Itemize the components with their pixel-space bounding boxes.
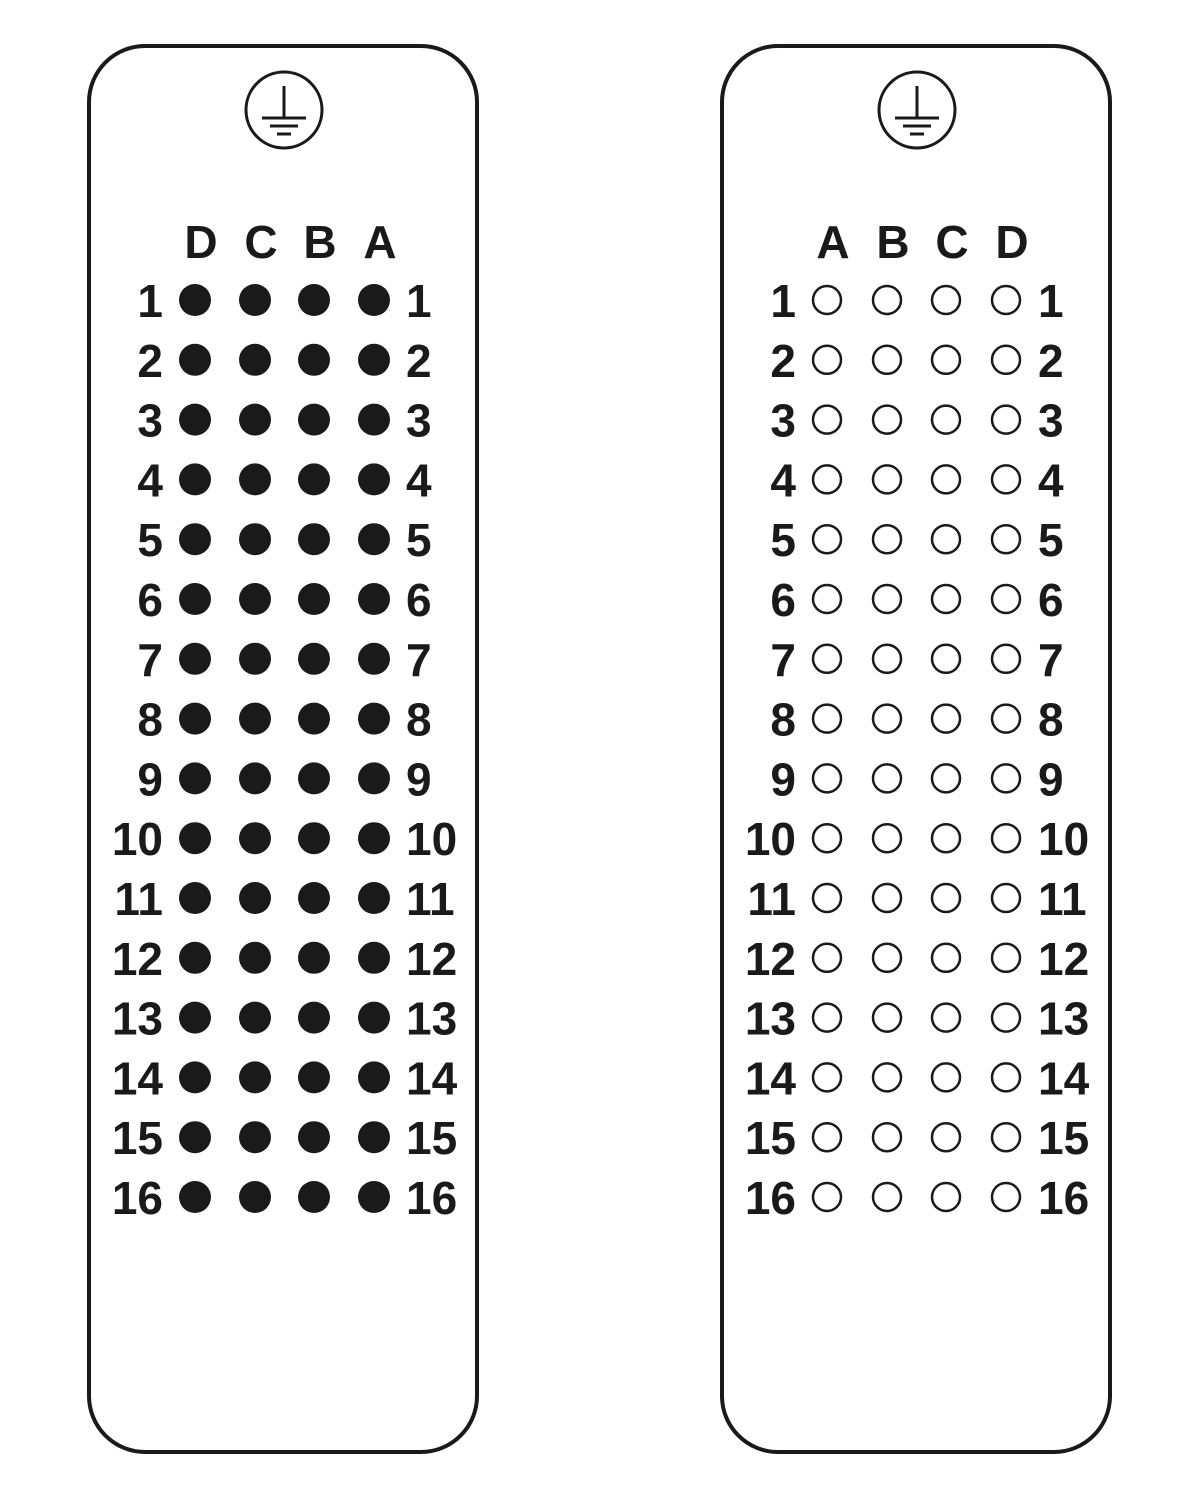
pin-b7 [298, 643, 330, 675]
socket-d6 [992, 585, 1020, 613]
socket-c1 [932, 286, 960, 314]
socket-a1 [813, 286, 841, 314]
row-label-right: 12 [1038, 932, 1090, 985]
row-label-right: 6 [406, 574, 432, 626]
pin-c10 [239, 822, 271, 854]
pin-b8 [298, 703, 330, 735]
socket-a8 [813, 705, 841, 733]
row-label-right: 3 [406, 394, 432, 447]
pin-d4 [179, 463, 211, 495]
socket-a10 [813, 824, 841, 852]
socket-c12 [932, 944, 960, 972]
row-label-left: 7 [770, 633, 796, 686]
female-connector-panel [722, 46, 1110, 1452]
row-label-right: 6 [1038, 574, 1064, 626]
socket-c16 [932, 1183, 960, 1211]
pin-d3 [179, 404, 211, 436]
pin-c14 [239, 1061, 271, 1093]
connector-outline [89, 46, 477, 1452]
pin-c2 [239, 344, 271, 376]
row-label-left: 5 [770, 514, 796, 567]
pin-a3 [358, 404, 390, 436]
socket-b13 [873, 1004, 901, 1032]
pin-b14 [298, 1061, 330, 1093]
socket-d15 [992, 1123, 1020, 1151]
socket-c13 [932, 1004, 960, 1032]
row-label-right: 16 [1038, 1172, 1090, 1224]
row-label-right: 15 [406, 1112, 458, 1165]
row-label-left: 8 [137, 693, 163, 746]
socket-d5 [992, 525, 1020, 553]
socket-b4 [873, 465, 901, 493]
pin-b16 [298, 1181, 330, 1213]
row-label-left: 9 [137, 753, 163, 806]
row-label-right: 4 [1038, 454, 1064, 507]
column-label-d: D [995, 216, 1029, 268]
socket-b2 [873, 346, 901, 374]
pin-a1 [358, 284, 390, 316]
pin-b12 [298, 942, 330, 974]
socket-c9 [932, 764, 960, 792]
column-label-c: C [244, 216, 278, 268]
socket-c6 [932, 585, 960, 613]
row-label-left: 2 [770, 334, 796, 387]
socket-a4 [813, 465, 841, 493]
pin-c5 [239, 523, 271, 555]
socket-a15 [813, 1123, 841, 1151]
row-label-right: 8 [406, 693, 432, 746]
socket-a14 [813, 1063, 841, 1091]
socket-a7 [813, 645, 841, 673]
pin-d14 [179, 1061, 211, 1093]
row-label-right: 3 [1038, 394, 1064, 447]
row-label-left: 8 [770, 693, 796, 746]
socket-b16 [873, 1183, 901, 1211]
row-label-right: 7 [1038, 633, 1064, 686]
pin-d10 [179, 822, 211, 854]
pin-a10 [358, 822, 390, 854]
row-label-right: 11 [1038, 873, 1087, 925]
connector-outline [722, 46, 1110, 1452]
socket-d13 [992, 1004, 1020, 1032]
row-label-left: 15 [111, 1112, 163, 1165]
pin-a13 [358, 1002, 390, 1034]
row-label-left: 11 [747, 873, 796, 925]
socket-d4 [992, 465, 1020, 493]
pin-d6 [179, 583, 211, 615]
socket-d14 [992, 1063, 1020, 1091]
socket-d8 [992, 705, 1020, 733]
pin-a14 [358, 1061, 390, 1093]
row-label-right: 7 [406, 633, 432, 686]
pin-b1 [298, 284, 330, 316]
row-label-left: 6 [770, 574, 796, 626]
socket-a16 [813, 1183, 841, 1211]
pin-c1 [239, 284, 271, 316]
row-label-right: 9 [406, 753, 432, 806]
row-label-left: 1 [137, 275, 163, 327]
socket-b12 [873, 944, 901, 972]
row-label-left: 3 [137, 394, 163, 447]
column-label-b: B [876, 216, 910, 268]
row-label-left: 2 [137, 334, 163, 387]
socket-b11 [873, 884, 901, 912]
pin-a6 [358, 583, 390, 615]
pin-d8 [179, 703, 211, 735]
socket-a6 [813, 585, 841, 613]
pin-c15 [239, 1121, 271, 1153]
pin-c3 [239, 404, 271, 436]
socket-d3 [992, 406, 1020, 434]
socket-a3 [813, 406, 841, 434]
socket-c3 [932, 406, 960, 434]
pin-a16 [358, 1181, 390, 1213]
pin-d15 [179, 1121, 211, 1153]
pin-d2 [179, 344, 211, 376]
socket-b7 [873, 645, 901, 673]
row-label-right: 4 [406, 454, 432, 507]
pin-c4 [239, 463, 271, 495]
row-label-right: 12 [406, 932, 458, 985]
row-label-left: 4 [770, 454, 796, 507]
socket-c15 [932, 1123, 960, 1151]
socket-b14 [873, 1063, 901, 1091]
row-label-right: 14 [1038, 1052, 1090, 1105]
pin-b9 [298, 762, 330, 794]
socket-b15 [873, 1123, 901, 1151]
row-label-left: 6 [137, 574, 163, 626]
row-label-right: 15 [1038, 1112, 1090, 1165]
pin-b3 [298, 404, 330, 436]
pin-c7 [239, 643, 271, 675]
row-label-left: 10 [111, 813, 163, 866]
pin-d11 [179, 882, 211, 914]
column-label-a: A [363, 216, 397, 268]
pin-c8 [239, 703, 271, 735]
row-label-left: 10 [744, 813, 796, 866]
pin-a9 [358, 762, 390, 794]
socket-a11 [813, 884, 841, 912]
row-label-left: 13 [744, 992, 796, 1045]
socket-b9 [873, 764, 901, 792]
row-label-right: 2 [1038, 334, 1064, 387]
pin-a4 [358, 463, 390, 495]
socket-d9 [992, 764, 1020, 792]
socket-b10 [873, 824, 901, 852]
socket-b5 [873, 525, 901, 553]
row-label-right: 1 [406, 275, 432, 327]
pin-d9 [179, 762, 211, 794]
row-label-right: 14 [406, 1052, 458, 1105]
row-label-left: 4 [137, 454, 163, 507]
socket-d11 [992, 884, 1020, 912]
pin-b4 [298, 463, 330, 495]
socket-b8 [873, 705, 901, 733]
pin-a8 [358, 703, 390, 735]
row-label-right: 10 [406, 813, 458, 866]
socket-d1 [992, 286, 1020, 314]
row-label-right: 5 [1038, 514, 1064, 567]
pin-d5 [179, 523, 211, 555]
socket-c4 [932, 465, 960, 493]
row-label-right: 8 [1038, 693, 1064, 746]
row-label-left: 16 [111, 1172, 163, 1224]
pin-b11 [298, 882, 330, 914]
pin-a7 [358, 643, 390, 675]
pin-c16 [239, 1181, 271, 1213]
row-label-right: 13 [1038, 992, 1090, 1045]
socket-d16 [992, 1183, 1020, 1211]
pin-a5 [358, 523, 390, 555]
column-label-d: D [184, 216, 218, 268]
pin-d7 [179, 643, 211, 675]
row-label-right: 1 [1038, 275, 1064, 327]
row-label-left: 14 [744, 1052, 796, 1105]
socket-c2 [932, 346, 960, 374]
socket-c8 [932, 705, 960, 733]
row-label-left: 1 [770, 275, 796, 327]
socket-c5 [932, 525, 960, 553]
socket-d10 [992, 824, 1020, 852]
socket-b3 [873, 406, 901, 434]
pin-d12 [179, 942, 211, 974]
socket-b1 [873, 286, 901, 314]
socket-a9 [813, 764, 841, 792]
pin-c13 [239, 1002, 271, 1034]
pin-a2 [358, 344, 390, 376]
pin-b5 [298, 523, 330, 555]
pin-b13 [298, 1002, 330, 1034]
socket-d7 [992, 645, 1020, 673]
row-label-right: 16 [406, 1172, 458, 1224]
row-label-left: 12 [744, 932, 796, 985]
pin-b2 [298, 344, 330, 376]
socket-a13 [813, 1004, 841, 1032]
socket-b6 [873, 585, 901, 613]
pin-d1 [179, 284, 211, 316]
socket-d2 [992, 346, 1020, 374]
row-label-right: 2 [406, 334, 432, 387]
male-connector-panel [89, 46, 477, 1452]
row-label-left: 5 [137, 514, 163, 567]
pin-a12 [358, 942, 390, 974]
socket-c10 [932, 824, 960, 852]
pin-c9 [239, 762, 271, 794]
column-label-c: C [935, 216, 969, 268]
column-label-a: A [816, 216, 850, 268]
socket-c14 [932, 1063, 960, 1091]
row-label-left: 7 [137, 633, 163, 686]
pin-d13 [179, 1002, 211, 1034]
row-label-left: 9 [770, 753, 796, 806]
row-label-left: 11 [114, 873, 163, 925]
pin-a11 [358, 882, 390, 914]
row-label-left: 12 [111, 932, 163, 985]
socket-a2 [813, 346, 841, 374]
pin-c11 [239, 882, 271, 914]
row-label-left: 13 [111, 992, 163, 1045]
socket-c7 [932, 645, 960, 673]
pin-c6 [239, 583, 271, 615]
row-label-right: 11 [406, 873, 455, 925]
pin-c12 [239, 942, 271, 974]
row-label-right: 9 [1038, 753, 1064, 806]
pin-b6 [298, 583, 330, 615]
socket-a5 [813, 525, 841, 553]
column-label-b: B [303, 216, 337, 268]
pin-a15 [358, 1121, 390, 1153]
row-label-left: 3 [770, 394, 796, 447]
row-label-right: 10 [1038, 813, 1090, 866]
pin-b10 [298, 822, 330, 854]
socket-c11 [932, 884, 960, 912]
row-label-left: 16 [744, 1172, 796, 1224]
pin-b15 [298, 1121, 330, 1153]
row-label-right: 5 [406, 514, 432, 567]
row-label-left: 15 [744, 1112, 796, 1165]
socket-d12 [992, 944, 1020, 972]
row-label-left: 14 [111, 1052, 163, 1105]
pin-d16 [179, 1181, 211, 1213]
row-label-right: 13 [406, 992, 458, 1045]
socket-a12 [813, 944, 841, 972]
